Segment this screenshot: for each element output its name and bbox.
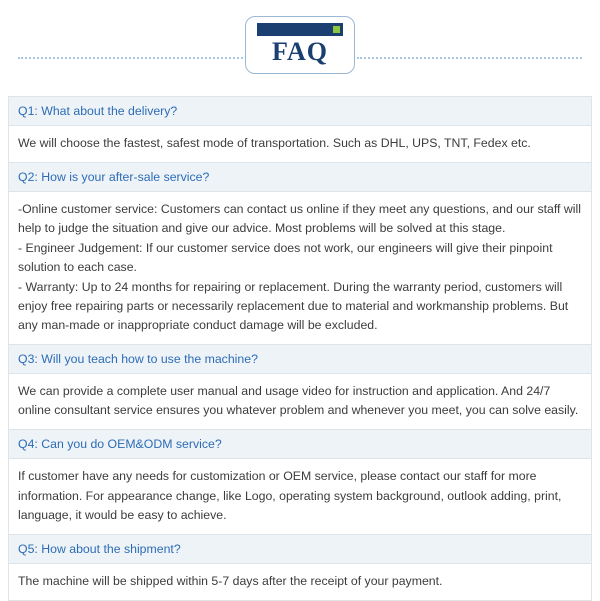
dotted-rule-right (357, 57, 582, 59)
faq-question: Q4: Can you do OEM&ODM service? (9, 430, 591, 459)
faq-answer-paragraph: We can provide a complete user manual and usage video for instruction and application. And 24/7 online consultant service ensures you whatever problem and whenever you meet, you can solve easily. (18, 384, 579, 418)
faq-answer (9, 192, 591, 345)
faq-answer (9, 459, 591, 534)
faq-list (8, 96, 592, 601)
faq-answer (9, 564, 591, 601)
faq-header (0, 0, 600, 90)
faq-answer (9, 126, 591, 163)
faq-answer-paragraph: We will choose the fastest, safest mode of transportation. Such as DHL, UPS, TNT, Fedex etc. (18, 136, 531, 150)
faq-badge (245, 16, 355, 74)
dotted-rule-left (18, 57, 243, 59)
faq-question: Q5: How about the shipment? (9, 535, 591, 564)
faq-answer-paragraph: -Online customer service: Customers can contact us online if they meet any questions, and our staff will help to judge the situation and give our advice. Most problems will be solved at this stage. (18, 202, 581, 236)
faq-title: FAQ (272, 37, 328, 66)
faq-question: Q1: What about the delivery? (9, 97, 591, 126)
faq-answer (9, 374, 591, 430)
faq-answer-paragraph: The machine will be shipped within 5-7 days after the receipt of your payment. (18, 573, 443, 588)
badge-bar-decoration (257, 23, 343, 36)
faq-answer-paragraph: - Warranty: Up to 24 months for repairing or replacement. During the warranty period, customers will enjoy free repairing parts or necessarily replacement due to material and workmanship problems. But any man-made or inappropriate conduct damage will be excluded. (18, 280, 569, 333)
faq-question: Q3: Will you teach how to use the machine? (9, 345, 591, 374)
faq-answer-paragraph: - Engineer Judgement: If our customer service does not work, our engineers will give their pinpoint solution to each case. (18, 241, 553, 275)
faq-question: Q2: How is your after-sale service? (9, 163, 591, 192)
faq-answer-paragraph: If customer have any needs for customization or OEM service, please contact our staff for more information. For appearance change, like Logo, operating system background, outlook adding, print, language, it would be easy to achieve. (18, 469, 562, 522)
